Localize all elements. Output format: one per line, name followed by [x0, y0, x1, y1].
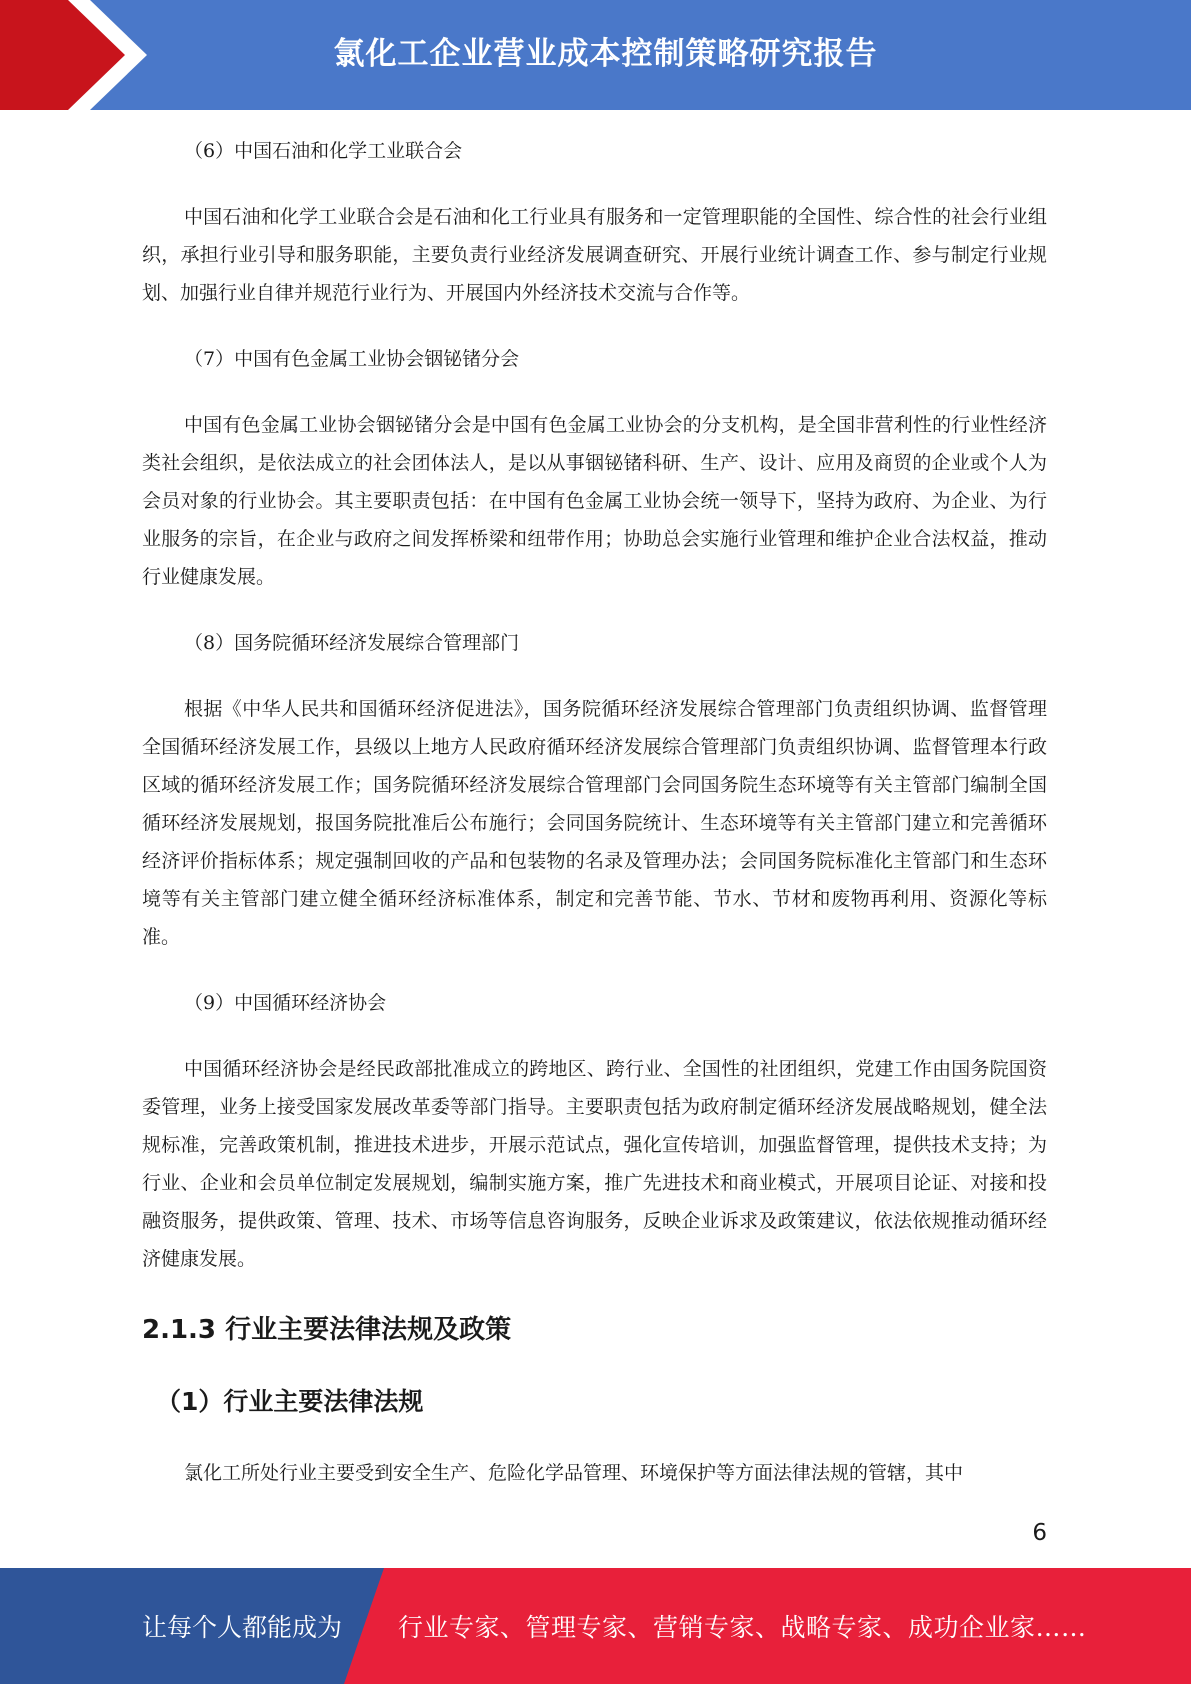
- subsection-1-paragraph: 氯化工所处行业主要受到安全生产、危险化学品管理、环境保护等方面法律法规的管辖，其中: [184, 1462, 964, 1484]
- section-9-heading: （9）中国循环经济协会: [184, 992, 387, 1014]
- section-7-paragraph: 中国有色金属工业协会铟铋锗分会是中国有色金属工业协会的分支机构，是全国非营利性的行业性经济类社会组织，是依法成立的社会团体法人，是以从事铟铋锗科研、生产、设计、应用及商贸的企业或个人为会员对象的行业协会。其主要职责包括：在中国有色金属工业协会统一领导下，坚持为政府、为企业、为行业服务的宗旨，在企业与政府之间发挥桥梁和纽带作用；协助总会实施行业管理和维护企业合法权益，推动行业健康发展。: [142, 414, 1047, 588]
- section-8-heading: （8）国务院循环经济发展综合管理部门: [184, 632, 520, 654]
- page-header: [0, 0, 1191, 110]
- document-body: [142, 132, 1047, 1492]
- page-number: 6: [1032, 1520, 1047, 1546]
- footer-slogan-left: 让每个人都能成为: [142, 1613, 343, 1642]
- report-title: 氯化工企业营业成本控制策略研究报告: [333, 35, 878, 72]
- section-7-heading: （7）中国有色金属工业协会铟铋锗分会: [184, 348, 520, 370]
- subsection-1-heading: （1）行业主要法律法规: [156, 1387, 424, 1416]
- section-6-heading: （6）中国石油和化学工业联合会: [184, 140, 463, 162]
- section-6-paragraph: 中国石油和化学工业联合会是石油和化工行业具有服务和一定管理职能的全国性、综合性的社会行业组织，承担行业引导和服务职能，主要负责行业经济发展调查研究、开展行业统计调查工作、参与制定行业规划、加强行业自律并规范行业行为、开展国内外经济技术交流与合作等。: [142, 206, 1047, 304]
- footer-slogan-right: 行业专家、管理专家、营销专家、战略专家、成功企业家……: [398, 1613, 1087, 1642]
- section-2-1-3-heading: 2.1.3 行业主要法律法规及政策: [142, 1315, 512, 1345]
- page-footer: [0, 1568, 1191, 1684]
- section-8-paragraph: 根据《中华人民共和国循环经济促进法》，国务院循环经济发展综合管理部门负责组织协调、监督管理全国循环经济发展工作，县级以上地方人民政府循环经济发展综合管理部门负责组织协调、监督管理本行政区域的循环经济发展工作；国务院循环经济发展综合管理部门会同国务院生态环境等有关主管部门编制全国循环经济发展规划，报国务院批准后公布施行；会同国务院统计、生态环境等有关主管部门建立和完善循环经济评价指标体系；规定强制回收的产品和包装物的名录及管理办法；会同国务院标准化主管部门和生态环境等有关主管部门建立健全循环经济标准体系，制定和完善节能、节水、节材和废物再利用、资源化等标准。: [142, 698, 1047, 948]
- section-9-paragraph: 中国循环经济协会是经民政部批准成立的跨地区、跨行业、全国性的社团组织，党建工作由国务院国资委管理，业务上接受国家发展改革委等部门指导。主要职责包括为政府制定循环经济发展战略规划，健全法规标准，完善政策机制，推进技术进步，开展示范试点，强化宣传培训，加强监督管理，提供技术支持；为行业、企业和会员单位制定发展规划，编制实施方案，推广先进技术和商业模式，开展项目论证、对接和投融资服务，提供政策、管理、技术、市场等信息咨询服务，反映企业诉求及政策建议，依法依规推动循环经济健康发展。: [142, 1058, 1047, 1270]
